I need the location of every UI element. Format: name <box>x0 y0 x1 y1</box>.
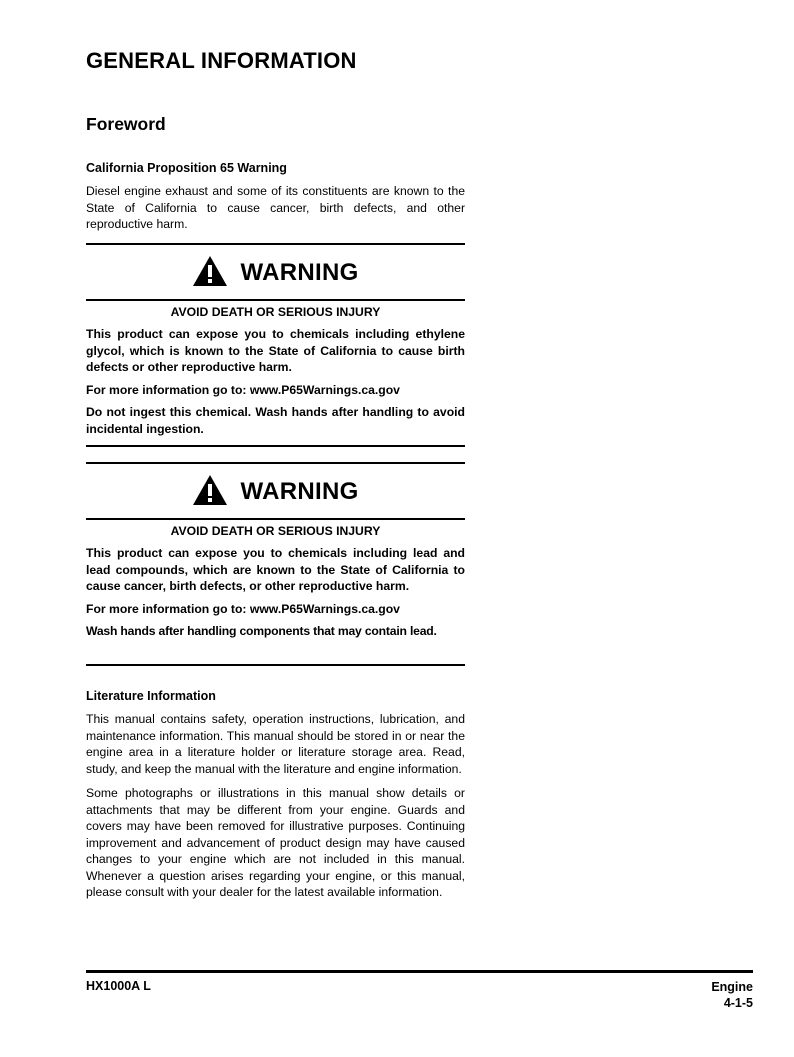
prop65-text: Diesel engine exhaust and some of its constituents are known to the State of California to cause cancer, birth defects, and other reproductive harm. <box>86 184 465 231</box>
literature-heading: Literature Information <box>86 689 216 703</box>
warning-body: This product can expose you to chemicals including ethylene glycol, which is known to the State of California to cause birth defects or other reproductive harm. <box>86 327 465 374</box>
warning-subtitle: AVOID DEATH OR SERIOUS INJURY <box>170 524 381 538</box>
footer-rule <box>86 970 753 973</box>
warning-instruction: Wash hands after handling components that may contain lead. <box>86 624 437 638</box>
literature-paragraph: Some photographs or illustrations in this manual show details or attachments that may be different from your engine. Guards and covers may have been removed for illustrative purposes. Continuing improvement and advancement of product design may have caused changes to your engine which are not included in this manual. Whenever a question arises regarding your engine, or this manual, please consult with your dealer for the latest available information. <box>86 786 465 899</box>
footer-section: Engine <box>711 980 753 994</box>
warning-box-2 <box>86 466 465 518</box>
warning-title: WARNING <box>240 259 359 286</box>
literature-section <box>86 689 465 901</box>
warning-title: WARNING <box>240 478 359 505</box>
footer-model: HX1000A L <box>86 979 151 993</box>
warning-instruction: Do not ingest this chemical. Wash hands after handling to avoid incidental ingestion. <box>86 405 465 436</box>
prop65-section <box>86 161 465 233</box>
page-title: GENERAL INFORMATION <box>86 48 357 73</box>
literature-paragraph: This manual contains safety, operation instructions, lubrication, and maintenance information. This manual should be stored in or near the engine area in a literature holder or literature storage area. Read, study, and keep the manual with the literature and engine information. <box>86 712 465 776</box>
warning-content-1 <box>86 305 465 437</box>
warning-triangle-icon <box>192 474 228 511</box>
warning-top-rule <box>86 243 465 245</box>
warning-top-rule <box>86 462 465 464</box>
warning-body: This product can expose you to chemicals including lead and lead compounds, which are known to the State of California to cause cancer, birth defects, or other reproductive harm. <box>86 546 465 593</box>
warning-header <box>86 247 465 299</box>
warning-bottom-rule <box>86 445 465 447</box>
footer-page-number: 4-1-5 <box>723 996 753 1010</box>
warning-header <box>86 466 465 518</box>
section-title: Foreword <box>86 114 166 134</box>
warning-content-2 <box>86 524 465 640</box>
footer-page-info <box>711 979 753 1011</box>
warning-more-info: For more information go to: www.P65Warnings.ca.gov <box>86 382 400 397</box>
warning-bottom-rule <box>86 664 465 666</box>
warning-box-1 <box>86 247 465 299</box>
warning-mid-rule <box>86 299 465 301</box>
warning-triangle-icon <box>192 255 228 292</box>
warning-more-info: For more information go to: www.P65Warnings.ca.gov <box>86 601 400 616</box>
prop65-heading: California Proposition 65 Warning <box>86 161 287 175</box>
warning-mid-rule <box>86 518 465 520</box>
warning-subtitle: AVOID DEATH OR SERIOUS INJURY <box>170 305 381 319</box>
